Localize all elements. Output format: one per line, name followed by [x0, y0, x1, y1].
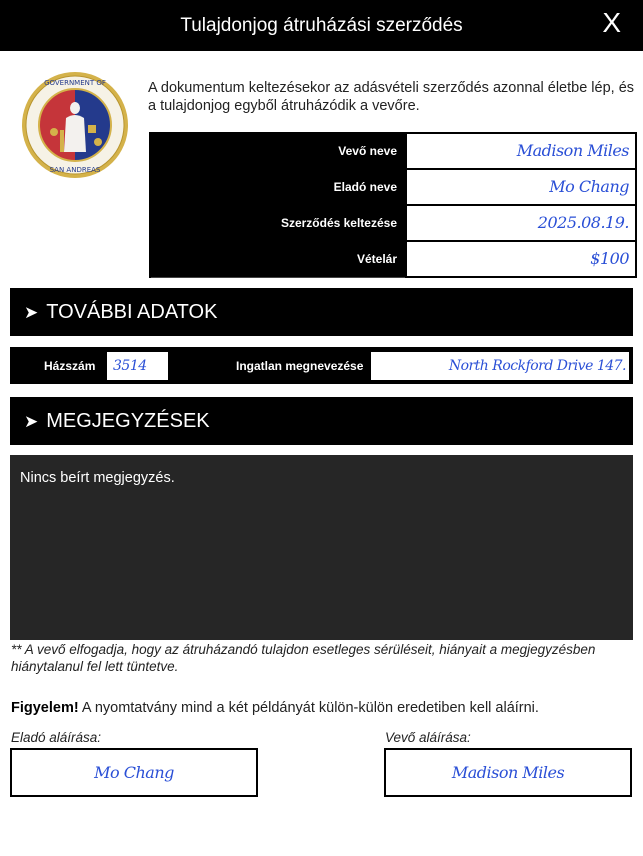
contract-date-value: 2025.08.19. — [537, 213, 629, 232]
table-row — [150, 241, 636, 277]
seller-signature-label: Eladó aláírása: — [11, 730, 102, 745]
notes-section-header — [10, 397, 633, 445]
government-seal-logo — [20, 70, 130, 180]
arrow-right-icon: ➤ — [24, 303, 39, 322]
price-value: $100 — [590, 249, 629, 268]
table-row — [150, 169, 636, 205]
table-row — [150, 133, 636, 169]
buyer-name-value: Madison Miles — [516, 141, 629, 160]
contract-date-label: Szerződés keltezése — [150, 205, 406, 241]
property-details-row — [10, 347, 633, 384]
notes-text: Nincs beírt megjegyzés. — [20, 470, 175, 486]
buyer-signature: Madison Miles — [451, 763, 565, 782]
warning-strong: Figyelem! — [11, 700, 79, 716]
price-label: Vételár — [150, 241, 406, 277]
house-number-value: 3514 — [113, 358, 147, 374]
intro-text: A dokumentum keltezésekor az adásvételi szerződés azonnal életbe lép, és a tulajdonjog egyből átruházódik a vevőre. — [148, 80, 635, 114]
details-section-header — [10, 288, 633, 336]
warning-text — [11, 700, 539, 716]
window-title: Tulajdonjog átruházási szerződés — [180, 15, 463, 36]
property-name-label: Ingatlan megnevezése — [236, 359, 364, 373]
warning-body: A nyomtatvány mind a két példányát külön-külön eredetiben kell aláírni. — [78, 700, 539, 716]
seller-signature: Mo Chang — [94, 763, 174, 782]
svg-text:SAN ANDREAS: SAN ANDREAS — [49, 166, 101, 174]
svg-text:GOVERNMENT OF: GOVERNMENT OF — [44, 79, 106, 87]
close-button[interactable]: X — [602, 7, 621, 38]
house-number-label: Házszám — [44, 359, 96, 373]
buyer-name-label: Vevő neve — [150, 133, 406, 169]
property-name-field — [371, 352, 629, 380]
title-bar — [0, 0, 643, 51]
arrow-right-icon: ➤ — [24, 412, 39, 431]
seller-name-value: Mo Chang — [549, 177, 629, 196]
table-row — [150, 205, 636, 241]
notes-section-title: MEGJEGYZÉSEK — [46, 410, 210, 432]
property-name-value: North Rockford Drive 147. — [448, 358, 626, 374]
seller-signature-box — [10, 748, 258, 797]
disclaimer-text: ** A vevő elfogadja, hogy az átruházandó tulajdon esetleges sérüléseit, hiányait a megjegyzésben hiánytalanul fel lett tüntetve. — [11, 642, 596, 674]
buyer-signature-label: Vevő aláírása: — [385, 730, 471, 745]
notes-box — [10, 455, 633, 640]
contract-info-table — [149, 132, 637, 278]
details-section-title: TOVÁBBI ADATOK — [46, 301, 218, 323]
house-number-field — [107, 352, 168, 380]
buyer-signature-box — [384, 748, 632, 797]
seller-name-label: Eladó neve — [150, 169, 406, 205]
